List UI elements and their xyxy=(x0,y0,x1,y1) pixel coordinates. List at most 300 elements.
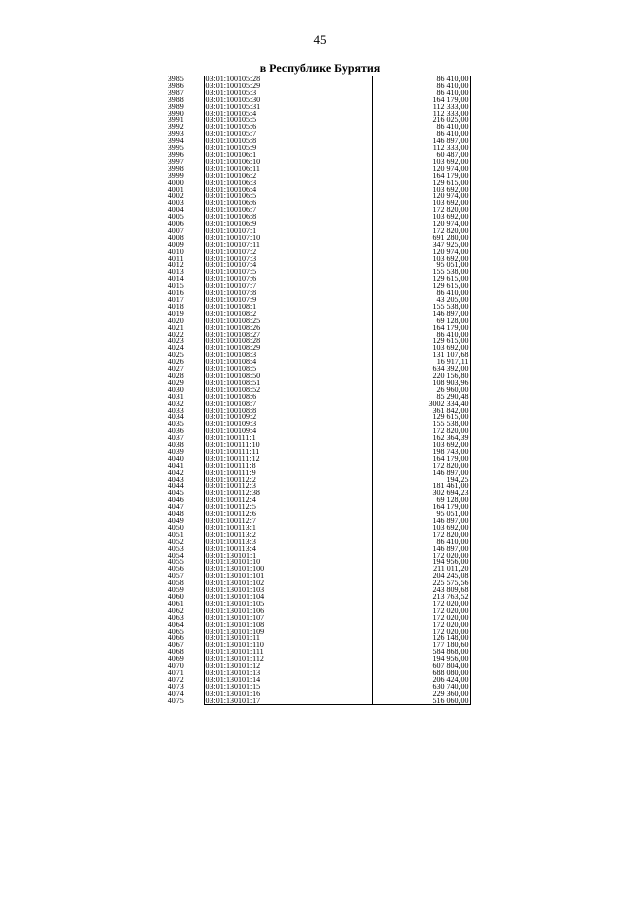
row-number-cell: 4034 xyxy=(167,414,184,422)
row-number-cell: 4072 xyxy=(167,676,184,684)
cadastral-number-cell: 03:01:100111:12 xyxy=(204,456,372,463)
table-row xyxy=(148,90,470,97)
cadastral-value-cell: 220 156,80 xyxy=(372,373,470,380)
cadastral-number-cell: 03:01:100106:2 xyxy=(204,173,372,180)
cadastral-value-cell: 172 020,00 xyxy=(372,601,470,608)
cadastral-number-cell: 03:01:100111:11 xyxy=(204,449,372,456)
table-row xyxy=(148,428,470,435)
cadastral-value-cell: 112 333,00 xyxy=(372,111,470,118)
cadastral-number-cell: 03:01:100108:2 xyxy=(204,311,372,318)
cadastral-number-cell: 03:01:100109:2 xyxy=(204,414,372,421)
cadastral-value-cell: 85 290,48 xyxy=(372,394,470,401)
row-number-cell: 4011 xyxy=(167,255,184,263)
cadastral-value-cell: 129 615,00 xyxy=(372,276,470,283)
row-number-cell: 3994 xyxy=(167,138,184,146)
cadastral-value-cell: 86 410,00 xyxy=(372,124,470,131)
table-row xyxy=(148,677,470,684)
cadastral-number-cell: 03:01:130101:10 xyxy=(204,559,372,566)
cadastral-number-cell: 03:01:100105:28 xyxy=(204,76,372,83)
table-row xyxy=(148,539,470,546)
table-row xyxy=(148,138,470,145)
row-number-cell: 4030 xyxy=(167,386,184,394)
cadastral-value-cell: 634 392,00 xyxy=(372,366,470,373)
cadastral-number-cell: 03:01:100105:8 xyxy=(204,138,372,145)
row-number-cell: 4056 xyxy=(167,566,184,574)
table-row xyxy=(148,608,470,615)
cadastral-value-table xyxy=(148,76,471,705)
cadastral-value-cell: 103 692,00 xyxy=(372,345,470,352)
cadastral-number-cell: 03:01:130101:17 xyxy=(204,698,372,705)
cadastral-number-cell: 03:01:100112:5 xyxy=(204,504,372,511)
cadastral-number-cell: 03:01:100111:1 xyxy=(204,435,372,442)
cadastral-number-cell: 03:01:100109:4 xyxy=(204,428,372,435)
page-number: 45 xyxy=(313,32,327,47)
row-number-cell: 4068 xyxy=(167,649,184,657)
row-number-cell: 3986 xyxy=(167,82,184,90)
row-number-cell: 3985 xyxy=(167,76,184,83)
cadastral-number-cell: 03:01:100108:3 xyxy=(204,352,372,359)
cadastral-value-cell: 172 020,00 xyxy=(372,615,470,622)
row-number-cell: 4035 xyxy=(167,421,184,429)
cadastral-number-cell: 03:01:130101:103 xyxy=(204,587,372,594)
row-number-cell: 4008 xyxy=(167,234,184,242)
row-number-cell: 4058 xyxy=(167,580,184,588)
cadastral-value-cell: 103 692,00 xyxy=(372,159,470,166)
cadastral-number-cell: 03:01:100105:29 xyxy=(204,83,372,90)
cadastral-number-cell: 03:01:130101:104 xyxy=(204,594,372,601)
table-row xyxy=(148,387,470,394)
row-number-cell: 4006 xyxy=(167,221,184,228)
row-number-cell: 4026 xyxy=(167,359,184,367)
row-number-cell: 4018 xyxy=(167,303,184,311)
cadastral-value-cell: 103 692,00 xyxy=(372,200,470,207)
cadastral-value-cell: 691 280,00 xyxy=(372,235,470,242)
row-number-cell: 3995 xyxy=(167,145,184,152)
row-number-cell: 4014 xyxy=(167,276,184,284)
cadastral-number-cell: 03:01:100107:6 xyxy=(204,276,372,283)
table-row xyxy=(148,262,470,269)
cadastral-value-cell: 584 868,00 xyxy=(372,649,470,656)
table-row xyxy=(148,408,470,415)
cadastral-number-cell: 03:01:100108:50 xyxy=(204,373,372,380)
cadastral-number-cell: 03:01:130101:112 xyxy=(204,656,372,663)
table-row xyxy=(148,249,470,256)
cadastral-value-cell: 120 974,00 xyxy=(372,193,470,200)
row-number-cell: 4020 xyxy=(167,317,184,325)
cadastral-value-cell: 103 692,00 xyxy=(372,187,470,194)
cadastral-number-cell: 03:01:100105:30 xyxy=(204,97,372,104)
cadastral-value-cell: 86 410,00 xyxy=(372,83,470,90)
row-number-cell: 3996 xyxy=(167,151,184,159)
row-number-cell: 4036 xyxy=(167,428,184,436)
row-number-cell: 4002 xyxy=(167,193,184,201)
row-number-cell: 4039 xyxy=(167,448,184,456)
cadastral-number-cell: 03:01:100113:1 xyxy=(204,525,372,532)
row-number-cell: 4000 xyxy=(167,179,184,187)
table-row xyxy=(148,684,470,691)
cadastral-number-cell: 03:01:100108:1 xyxy=(204,304,372,311)
cadastral-value-cell: 108 903,96 xyxy=(372,380,470,387)
cadastral-value-cell: 146 897,00 xyxy=(372,518,470,525)
table-row xyxy=(148,207,470,214)
cadastral-number-cell: 03:01:100108:25 xyxy=(204,318,372,325)
row-number-cell: 4060 xyxy=(167,593,184,601)
cadastral-number-cell: 03:01:100107:4 xyxy=(204,262,372,269)
cadastral-value-cell: 16 917,11 xyxy=(372,359,470,366)
row-number-cell: 4075 xyxy=(167,697,184,705)
cadastral-value-cell: 347 925,00 xyxy=(372,242,470,249)
cadastral-number-cell: 03:01:100111:10 xyxy=(204,442,372,449)
cadastral-number-cell: 03:01:130101:108 xyxy=(204,622,372,629)
table-row xyxy=(148,304,470,311)
table-row xyxy=(148,124,470,131)
table-row xyxy=(148,635,470,642)
cadastral-number-cell: 03:01:130101:12 xyxy=(204,663,372,670)
cadastral-number-cell: 03:01:100106:9 xyxy=(204,221,372,228)
cadastral-number-cell: 03:01:100113:4 xyxy=(204,546,372,553)
table-row xyxy=(148,345,470,352)
cadastral-number-cell: 03:01:100109:3 xyxy=(204,421,372,428)
cadastral-number-cell: 03:01:100108:29 xyxy=(204,345,372,352)
table-row xyxy=(148,518,470,525)
cadastral-number-cell: 03:01:100108:52 xyxy=(204,387,372,394)
table-row xyxy=(148,359,470,366)
table-row xyxy=(148,546,470,553)
row-number-cell: 4040 xyxy=(167,455,184,463)
cadastral-number-cell: 03:01:130101:111 xyxy=(204,649,372,656)
cadastral-number-cell: 03:01:130101:101 xyxy=(204,573,372,580)
table-row xyxy=(148,166,470,173)
table-row xyxy=(148,629,470,636)
row-number-cell: 4009 xyxy=(167,241,184,249)
cadastral-value-cell: 146 897,00 xyxy=(372,470,470,477)
table-row xyxy=(148,221,470,228)
cadastral-number-cell: 03:01:100108:6 xyxy=(204,394,372,401)
cadastral-number-cell: 03:01:100107:1 xyxy=(204,228,372,235)
row-number-cell: 3997 xyxy=(167,158,184,166)
table-row xyxy=(148,449,470,456)
row-number-cell: 4007 xyxy=(167,227,184,235)
row-number-cell: 4055 xyxy=(167,559,184,567)
table-row xyxy=(148,566,470,573)
cadastral-number-cell: 03:01:100111:8 xyxy=(204,463,372,470)
cadastral-value-cell: 172 020,00 xyxy=(372,622,470,629)
cadastral-number-cell: 03:01:100108:7 xyxy=(204,401,372,408)
cadastral-number-cell: 03:01:100106:8 xyxy=(204,214,372,221)
row-number-cell: 4061 xyxy=(167,600,184,608)
table-row xyxy=(148,332,470,339)
table-row xyxy=(148,442,470,449)
table-row xyxy=(148,698,470,705)
row-number-cell: 3992 xyxy=(167,124,184,132)
cadastral-value-cell: 198 743,00 xyxy=(372,449,470,456)
cadastral-number-cell: 03:01:100112:7 xyxy=(204,518,372,525)
row-number-cell: 4053 xyxy=(167,545,184,553)
table-row xyxy=(148,173,470,180)
table-row xyxy=(148,691,470,698)
cadastral-value-cell: 69 128,00 xyxy=(372,497,470,504)
cadastral-number-cell: 03:01:100112:4 xyxy=(204,497,372,504)
cadastral-number-cell: 03:01:100108:51 xyxy=(204,380,372,387)
row-number-cell: 3998 xyxy=(167,165,184,173)
cadastral-value-cell: 103 692,00 xyxy=(372,214,470,221)
cadastral-value-cell: 164 179,00 xyxy=(372,456,470,463)
table-row xyxy=(148,283,470,290)
cadastral-value-cell: 172 020,00 xyxy=(372,629,470,636)
cadastral-number-cell: 03:01:100107:3 xyxy=(204,256,372,263)
table-row xyxy=(148,152,470,159)
row-number-cell: 4047 xyxy=(167,504,184,512)
row-number-cell: 4023 xyxy=(167,338,184,346)
cadastral-number-cell: 03:01:100112:6 xyxy=(204,511,372,518)
row-number-cell: 4073 xyxy=(167,683,184,691)
cadastral-number-cell: 03:01:130101:100 xyxy=(204,566,372,573)
row-number-cell: 4004 xyxy=(167,207,184,215)
cadastral-value-cell: 129 615,00 xyxy=(372,414,470,421)
row-number-cell: 4051 xyxy=(167,531,184,539)
cadastral-number-cell: 03:01:100108:27 xyxy=(204,332,372,339)
table-row xyxy=(148,228,470,235)
cadastral-number-cell: 03:01:100105:6 xyxy=(204,124,372,131)
table-row xyxy=(148,311,470,318)
table-row xyxy=(148,421,470,428)
table-row xyxy=(148,532,470,539)
cadastral-value-cell: 86 410,00 xyxy=(372,332,470,339)
table-row xyxy=(148,394,470,401)
cadastral-value-cell: 177 180,60 xyxy=(372,642,470,649)
row-number-cell: 4031 xyxy=(167,393,184,401)
table-row xyxy=(148,435,470,442)
row-number-cell: 4027 xyxy=(167,366,184,373)
cadastral-number-cell: 03:01:100107:10 xyxy=(204,235,372,242)
row-number-cell: 4001 xyxy=(167,186,184,194)
cadastral-value-cell: 112 333,00 xyxy=(372,104,470,111)
cadastral-number-cell: 03:01:100106:5 xyxy=(204,193,372,200)
row-number-cell: 4048 xyxy=(167,511,184,518)
row-number-cell: 4019 xyxy=(167,310,184,318)
table-row xyxy=(148,180,470,187)
table-row xyxy=(148,456,470,463)
cadastral-value-cell: 361 842,00 xyxy=(372,408,470,415)
cadastral-number-cell: 03:01:100108:8 xyxy=(204,408,372,415)
cadastral-value-cell: 155 538,00 xyxy=(372,269,470,276)
cadastral-value-cell: 126 148,00 xyxy=(372,635,470,642)
cadastral-value-cell: 194 956,00 xyxy=(372,559,470,566)
cadastral-number-cell: 03:01:100112:2 xyxy=(204,477,372,484)
table-row xyxy=(148,663,470,670)
cadastral-value-cell: 172 820,00 xyxy=(372,207,470,214)
cadastral-value-cell: 95 051,00 xyxy=(372,262,470,269)
cadastral-value-cell: 86 410,00 xyxy=(372,76,470,83)
table-row xyxy=(148,622,470,629)
cadastral-value-cell: 211 011,20 xyxy=(372,566,470,573)
cadastral-value-cell: 86 410,00 xyxy=(372,539,470,546)
row-number-cell: 4021 xyxy=(167,324,184,332)
row-number-cell: 3987 xyxy=(167,89,184,97)
table-row xyxy=(148,463,470,470)
cadastral-number-cell: 03:01:100106:3 xyxy=(204,180,372,187)
table-row xyxy=(148,642,470,649)
row-number-cell: 4064 xyxy=(167,621,184,629)
row-number-cell: 4025 xyxy=(167,352,184,360)
table-row xyxy=(148,235,470,242)
cadastral-number-cell: 03:01:100113:3 xyxy=(204,539,372,546)
row-number-cell: 4043 xyxy=(167,476,184,484)
row-number-cell: 4037 xyxy=(167,435,184,443)
cadastral-value-cell: 26 960,00 xyxy=(372,387,470,394)
row-number-cell: 4070 xyxy=(167,663,184,670)
cadastral-number-cell: 03:01:130101:107 xyxy=(204,615,372,622)
cadastral-number-cell: 03:01:100107:11 xyxy=(204,242,372,249)
table-row xyxy=(148,290,470,297)
table-row xyxy=(148,325,470,332)
row-number-cell: 4016 xyxy=(167,290,184,297)
cadastral-value-cell: 146 897,00 xyxy=(372,138,470,145)
cadastral-value-cell: 172 020,00 xyxy=(372,608,470,615)
cadastral-value-cell: 181 461,00 xyxy=(372,483,470,490)
table-row xyxy=(148,490,470,497)
cadastral-number-cell: 03:01:130101:1 xyxy=(204,553,372,560)
cadastral-number-cell: 03:01:130101:109 xyxy=(204,629,372,636)
table-row xyxy=(148,670,470,677)
table-row xyxy=(148,483,470,490)
cadastral-value-cell: 164 179,00 xyxy=(372,504,470,511)
row-number-cell: 4045 xyxy=(167,490,184,498)
cadastral-value-cell: 164 179,00 xyxy=(372,173,470,180)
row-number-cell: 4052 xyxy=(167,538,184,546)
table-row xyxy=(148,187,470,194)
row-number-cell: 3991 xyxy=(167,117,184,125)
cadastral-value-cell: 120 974,00 xyxy=(372,166,470,173)
row-number-cell: 4017 xyxy=(167,297,184,304)
row-number-cell: 4013 xyxy=(167,269,184,277)
cadastral-value-cell: 172 820,00 xyxy=(372,228,470,235)
row-number-cell: 4050 xyxy=(167,524,184,532)
cadastral-value-cell: 120 974,00 xyxy=(372,221,470,228)
row-number-cell: 4066 xyxy=(167,635,184,643)
table-row xyxy=(148,615,470,622)
table-row xyxy=(148,594,470,601)
row-number-cell: 4071 xyxy=(167,669,184,677)
cadastral-number-cell: 03:01:100112:38 xyxy=(204,490,372,497)
cadastral-value-cell: 129 615,00 xyxy=(372,180,470,187)
table-row xyxy=(148,117,470,124)
table-row xyxy=(148,601,470,608)
row-number-cell: 4033 xyxy=(167,407,184,415)
cadastral-value-cell: 86 410,00 xyxy=(372,90,470,97)
cadastral-value-cell: 146 897,00 xyxy=(372,311,470,318)
row-number-cell: 4062 xyxy=(167,607,184,615)
table-row xyxy=(148,111,470,118)
table-row xyxy=(148,276,470,283)
cadastral-number-cell: 03:01:130101:102 xyxy=(204,580,372,587)
cadastral-value-cell: 172 020,00 xyxy=(372,553,470,560)
table-row xyxy=(148,145,470,152)
cadastral-number-cell: 03:01:100107:8 xyxy=(204,290,372,297)
cadastral-value-cell: 162 364,39 xyxy=(372,435,470,442)
cadastral-number-cell: 03:01:100108:26 xyxy=(204,325,372,332)
cadastral-number-cell: 03:01:100107:5 xyxy=(204,269,372,276)
row-number-cell: 4042 xyxy=(167,469,184,477)
cadastral-value-cell: 164 179,00 xyxy=(372,97,470,104)
row-number-cell: 4032 xyxy=(167,400,184,408)
cadastral-value-cell: 129 615,00 xyxy=(372,283,470,290)
table-row xyxy=(148,511,470,518)
row-number-cell: 3993 xyxy=(167,131,184,139)
row-number-cell: 4022 xyxy=(167,331,184,339)
row-number-cell: 4044 xyxy=(167,483,184,491)
row-number-cell: 4012 xyxy=(167,262,184,270)
row-number-cell: 3989 xyxy=(167,103,184,111)
cadastral-number-cell: 03:01:100107:9 xyxy=(204,297,372,304)
cadastral-value-cell: 129 615,00 xyxy=(372,338,470,345)
cadastral-value-cell: 688 080,00 xyxy=(372,670,470,677)
cadastral-number-cell: 03:01:130101:15 xyxy=(204,684,372,691)
cadastral-value-cell: 216 025,00 xyxy=(372,117,470,124)
row-number-cell: 3999 xyxy=(167,172,184,180)
cadastral-number-cell: 03:01:100113:2 xyxy=(204,532,372,539)
row-number-cell: 4015 xyxy=(167,283,184,291)
cadastral-value-cell: 69 128,00 xyxy=(372,318,470,325)
cadastral-number-cell: 03:01:100105:4 xyxy=(204,111,372,118)
cadastral-value-cell: 95 051,00 xyxy=(372,511,470,518)
cadastral-value-cell: 213 763,52 xyxy=(372,594,470,601)
cadastral-value-cell: 302 694,23 xyxy=(372,490,470,497)
row-number-cell: 3988 xyxy=(167,96,184,104)
cadastral-value-cell: 204 245,08 xyxy=(372,573,470,580)
table-row xyxy=(148,200,470,207)
cadastral-value-cell: 103 692,00 xyxy=(372,525,470,532)
cadastral-value-cell: 146 897,00 xyxy=(372,546,470,553)
cadastral-value-cell: 155 538,00 xyxy=(372,421,470,428)
table-row xyxy=(148,380,470,387)
cadastral-value-cell: 172 820,00 xyxy=(372,463,470,470)
cadastral-number-cell: 03:01:100111:9 xyxy=(204,470,372,477)
cadastral-number-cell: 03:01:100105:9 xyxy=(204,145,372,152)
cadastral-value-cell: 103 692,00 xyxy=(372,442,470,449)
cadastral-number-cell: 03:01:130101:106 xyxy=(204,608,372,615)
table-row xyxy=(148,656,470,663)
table-row xyxy=(148,414,470,421)
cadastral-number-cell: 03:01:100106:7 xyxy=(204,207,372,214)
cadastral-number-cell: 03:01:100105:7 xyxy=(204,131,372,138)
row-number-cell: 4005 xyxy=(167,214,184,222)
cadastral-number-cell: 03:01:100108:4 xyxy=(204,359,372,366)
table-row xyxy=(148,256,470,263)
cadastral-value-cell: 164 179,00 xyxy=(372,325,470,332)
cadastral-value-cell: 120 974,00 xyxy=(372,249,470,256)
cadastral-value-cell: 206 424,00 xyxy=(372,677,470,684)
table-row xyxy=(148,559,470,566)
table-row xyxy=(148,649,470,656)
row-number-cell: 4046 xyxy=(167,497,184,505)
cadastral-value-cell: 243 809,68 xyxy=(372,587,470,594)
row-number-cell: 4038 xyxy=(167,442,184,449)
table-row xyxy=(148,338,470,345)
table-row xyxy=(148,553,470,560)
row-number-cell: 3990 xyxy=(167,110,184,118)
table-row xyxy=(148,580,470,587)
cadastral-number-cell: 03:01:100108:5 xyxy=(204,366,372,373)
cadastral-value-cell: 3002 334,40 xyxy=(372,401,470,408)
table-row xyxy=(148,297,470,304)
cadastral-value-cell: 86 410,00 xyxy=(372,131,470,138)
row-number-cell: 4029 xyxy=(167,379,184,387)
cadastral-number-cell: 03:01:100106:10 xyxy=(204,159,372,166)
table-row xyxy=(148,83,470,90)
table-row xyxy=(148,104,470,111)
table-row xyxy=(148,470,470,477)
